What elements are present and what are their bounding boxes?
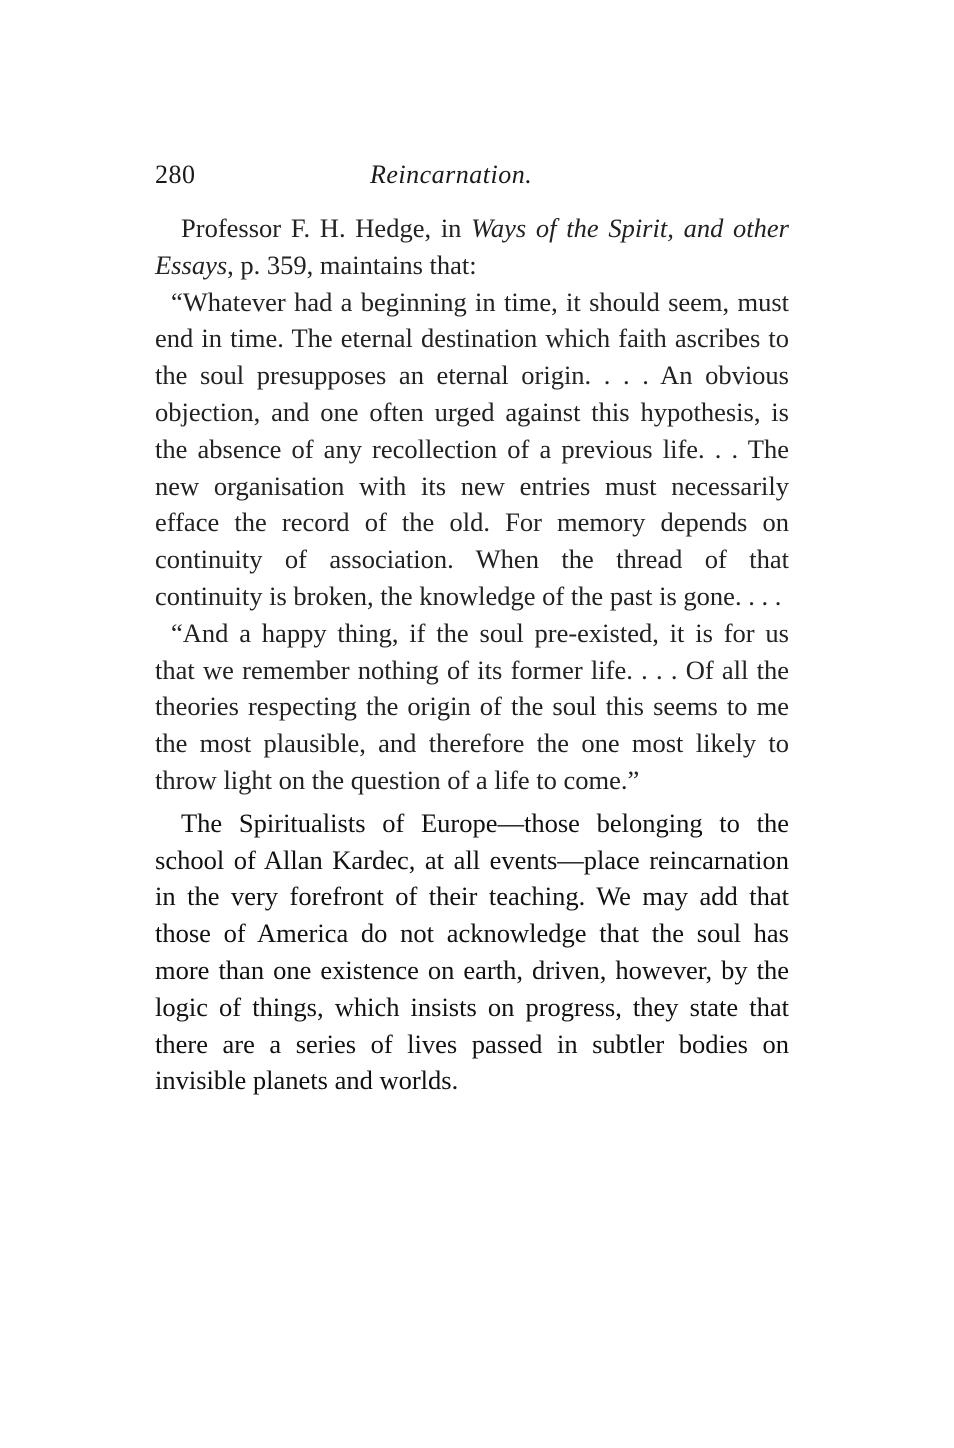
paragraph-hedge-intro — [155, 210, 789, 284]
running-head — [155, 160, 789, 200]
page-number: 280 — [155, 160, 196, 189]
paragraph-spiritualists: The Spiritualists of Europe—those belonging to the school of Allan Kardec, at all events—place reincarnation in the very forefront of their teaching. We may add that those of America do not acknowledge that the soul has more than one existence on earth, driven, however, by the logic of things, which insists on progress, they state that there are a series of lives passed in subtler bodies on invisible planets and worlds. — [155, 807, 789, 1096]
paragraph-quote-one: “Whatever had a beginning in time, it should seem, must end in time. The eternal destination which faith ascribes to the soul presupposes an eternal origin. . . . An obvious objection, and one often urged against this hypothesis, is the absence of any recollection of a previous life. . . The new organisation with its new entries must necessarily efface the record of the old. For memory depends on continuity of association. When the thread of that continuity is broken, the knowledge of the past is gone. . . . — [155, 286, 789, 611]
intro-text-after: , p. 359, maintains that: — [227, 249, 477, 280]
running-title: Reincarnation. — [370, 160, 533, 189]
intro-text-before: Professor F. H. Hedge, in — [181, 213, 472, 243]
paragraph-quote-two: “And a happy thing, if the soul pre-existed, it is for us that we remember nothing of its former life. . . . Of all the theories respecting the origin of the soul this seems to me the most plausible, and therefore the one most likely to throw light on the question of a life to come.” — [155, 617, 789, 795]
book-title: Ways of the Spirit, and other Essays — [155, 213, 789, 280]
book-page — [155, 160, 789, 1099]
